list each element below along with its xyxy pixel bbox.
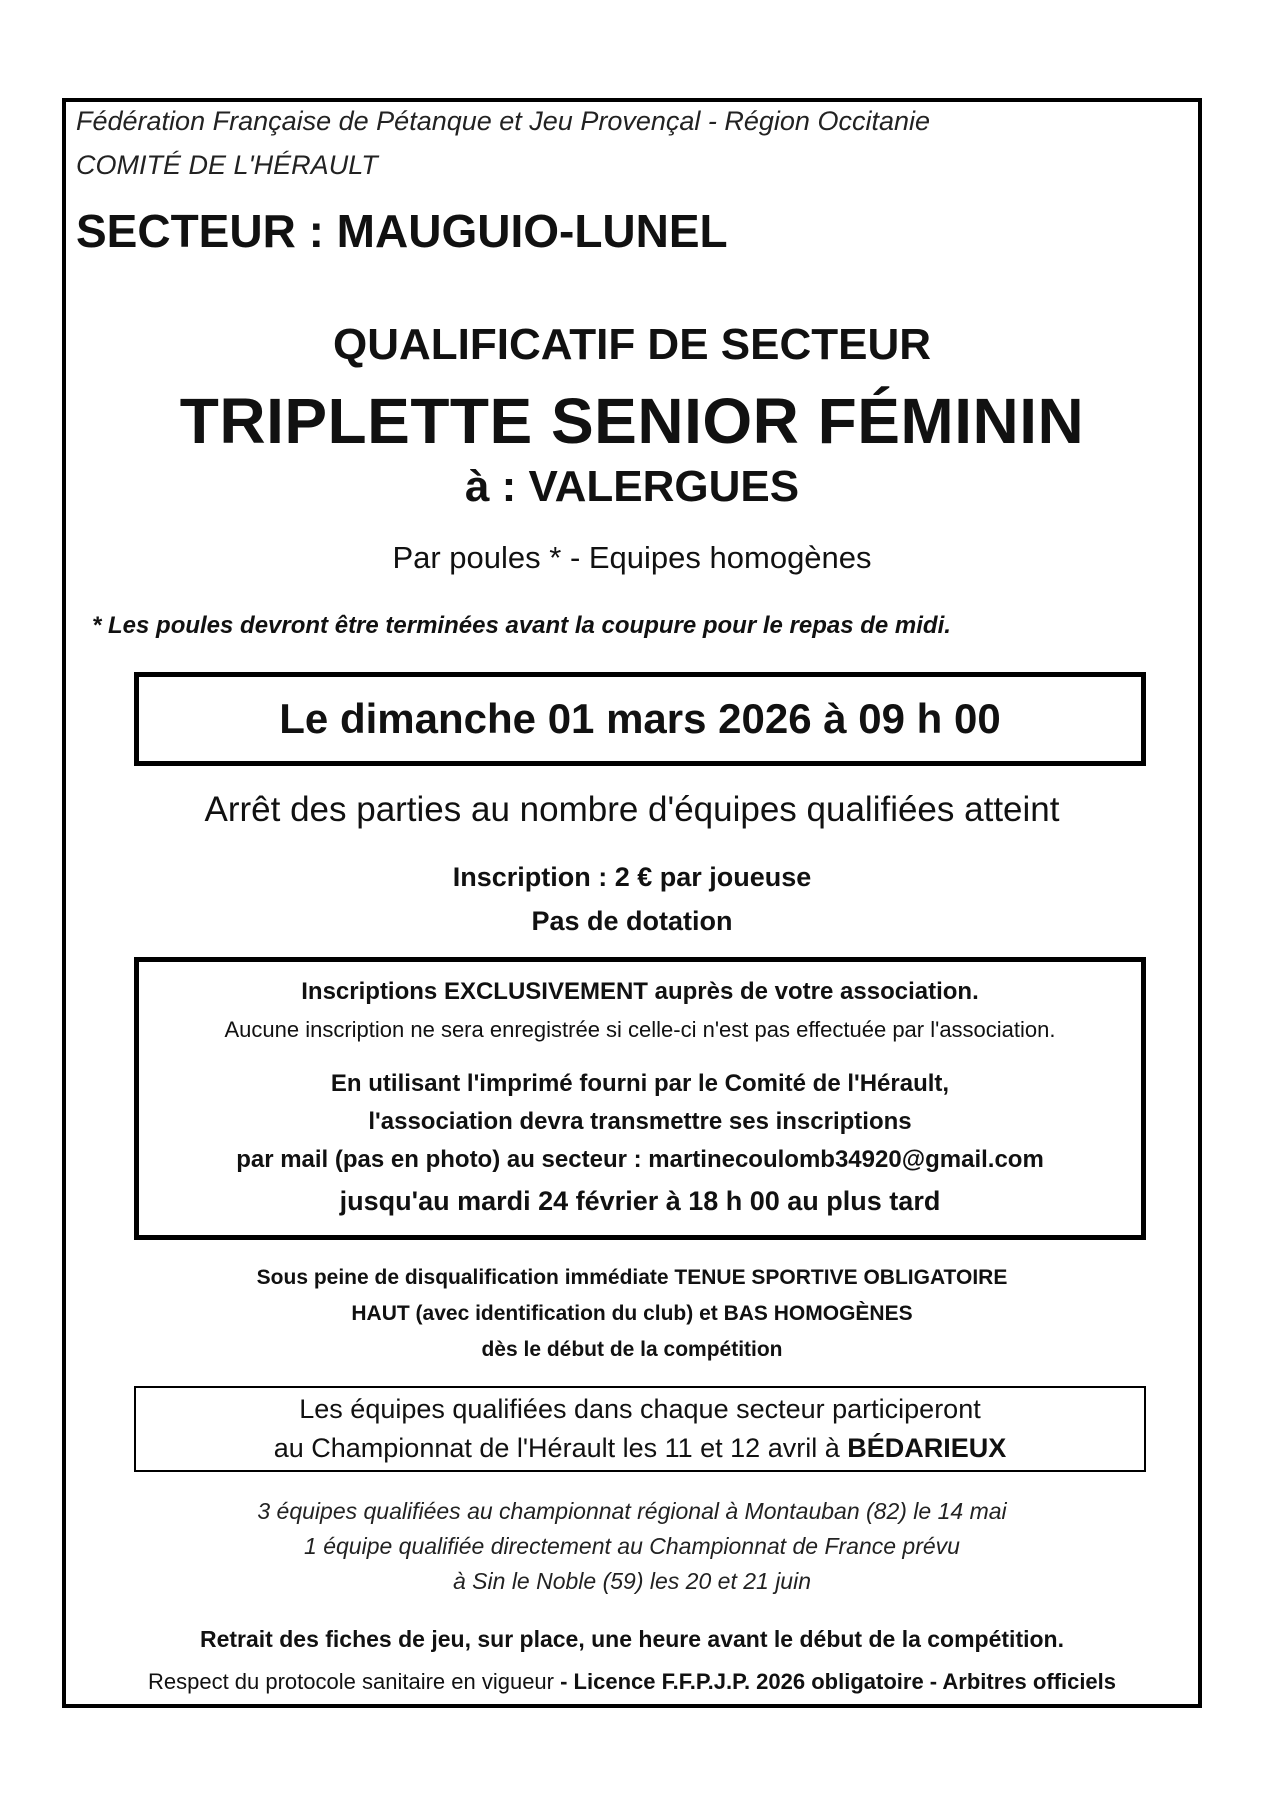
registration-line-1: Inscriptions EXCLUSIVEMENT auprès de votre association. — [301, 978, 979, 1005]
qualification-line-1: 3 équipes qualifiées au championnat régional à Montauban (82) le 14 mai — [257, 1498, 1007, 1524]
secteur-title: SECTEUR : MAUGUIO-LUNEL — [76, 205, 728, 257]
retrait-text: Retrait des fiches de jeu, sur place, une heure avant le début de la compétition. — [199, 1626, 1064, 1652]
footer-protocol: Respect du protocole sanitaire en vigueur — [147, 1669, 561, 1694]
registration-line-4: l'association devra transmettre ses inscriptions — [368, 1108, 912, 1135]
championship-venue: BÉDARIEUX — [847, 1433, 1007, 1463]
qualified-box — [134, 1386, 1146, 1472]
footer-licence: - Licence F.F.P.J.P. 2026 obligatoire - Arbitres officiels — [560, 1669, 1117, 1694]
footer-line — [66, 1669, 1198, 1695]
registration-box — [134, 957, 1146, 1240]
event-format: Par poules * - Equipes homogènes — [392, 540, 872, 575]
comite-name: COMITÉ DE L'HÉRAULT — [76, 150, 378, 180]
registration-line-3: En utilisant l'imprimé fourni par le Comité de l'Hérault, — [330, 1070, 950, 1097]
qualified-line-1: Les équipes qualifiées dans chaque secteur participeront — [299, 1394, 981, 1424]
qualified-line-2 — [136, 1433, 1144, 1464]
event-title: TRIPLETTE SENIOR FÉMININ — [179, 385, 1085, 457]
poster-frame — [62, 98, 1202, 1708]
qualification-line-3: à Sin le Noble (59) les 20 et 21 juin — [453, 1568, 811, 1594]
registration-deadline: jusqu'au mardi 24 février à 18 h 00 au plus tard — [339, 1186, 941, 1216]
tenue-line-2: HAUT (avec identification du club) et BAS HOMOGÈNES — [351, 1302, 913, 1325]
tenue-line-1: Sous peine de disqualification immédiate TENUE SPORTIVE OBLIGATOIRE — [256, 1266, 1008, 1289]
dotation-text: Pas de dotation — [531, 906, 733, 936]
secteur-email-link[interactable]: martinecoulomb34920@gmail.com — [648, 1146, 1044, 1173]
qualification-line-2: 1 équipe qualifiée directement au Championnat de France prévu — [304, 1533, 960, 1559]
registration-mail-prefix: par mail (pas en photo) au secteur : — [236, 1146, 649, 1173]
federation-name: Fédération Française de Pétanque et Jeu Provençal - Région Occitanie — [76, 106, 930, 136]
arret-text: Arrêt des parties au nombre d'équipes qualifiées atteint — [204, 790, 1060, 829]
tenue-line-3: dès le début de la compétition — [481, 1338, 783, 1361]
poules-note: * Les poules devront être terminées avant la coupure pour le repas de midi. — [92, 612, 951, 639]
qualificatif-heading: QUALIFICATIF DE SECTEUR — [332, 320, 932, 369]
qualified-line-2-text: au Championnat de l'Hérault les 11 et 12 avril à — [273, 1433, 848, 1463]
registration-line-5 — [139, 1146, 1141, 1174]
event-date: Le dimanche 01 mars 2026 à 09 h 00 — [279, 695, 1001, 742]
registration-line-2: Aucune inscription ne sera enregistrée si celle-ci n'est pas effectuée par l'association. — [224, 1017, 1056, 1042]
inscription-price: Inscription : 2 € par joueuse — [452, 862, 812, 892]
date-box — [134, 672, 1146, 766]
event-location: à : VALERGUES — [464, 462, 800, 511]
